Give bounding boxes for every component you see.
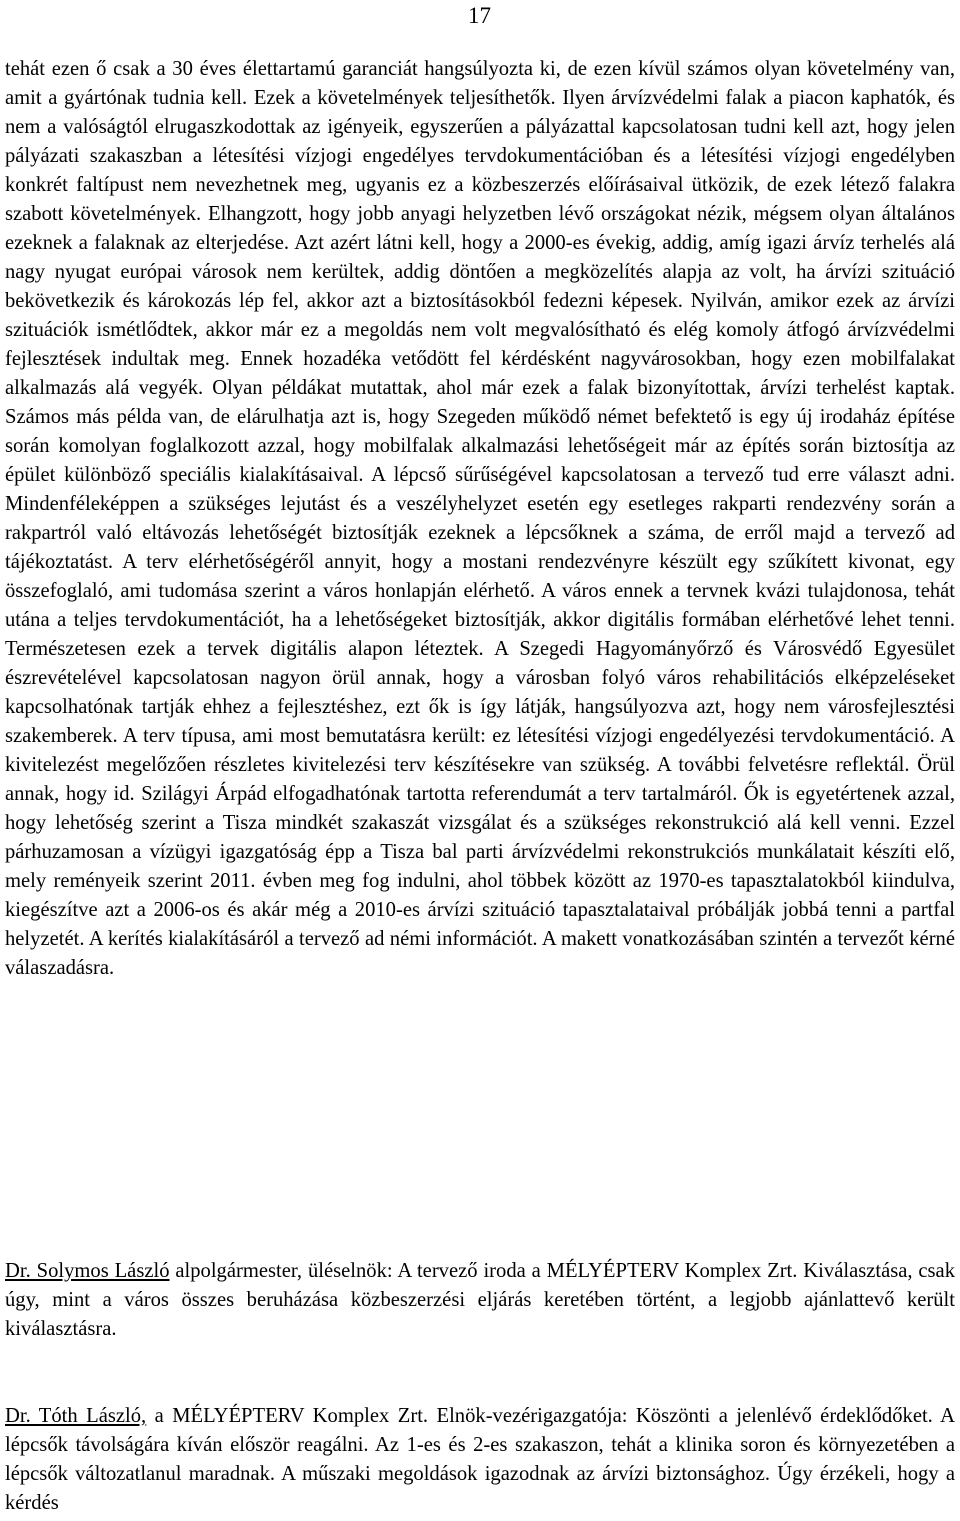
- page-number: 17: [468, 3, 491, 28]
- speech-paragraph: [5, 1257, 955, 1344]
- speech-text: a MÉLYÉPTERV Komplex Zrt. Elnök-vezérigazgatója: Köszönti a jelenlévő érdeklődőket. A lépcsők távolságára kíván először reagálni. Az 1-es és 2-es szakaszon, tehát a klinika soron és környezetében a lépcsők változatlanul maradnak. A műszaki megoldások igazodnak az árvízi biztonsághoz. Úgy érzékeli, hogy a kérdés: [5, 1405, 956, 1514]
- speech-text: alpolgármester, üléselnök: A tervező iroda a MÉLYÉPTERV Komplex Zrt. Kiválasztása, csak úgy, mint a város összes beruházása közbeszerzési eljárás keretében történt, a legjobb ajánlattevő került kiválasztásra.: [5, 1260, 955, 1340]
- speaker-name: Dr. Tóth László,: [5, 1405, 147, 1427]
- speaker-name: Dr. Solymos László: [5, 1260, 170, 1282]
- main-paragraph: tehát ezen ő csak a 30 éves élettartamú garanciát hangsúlyozta ki, de ezen kívül számos olyan követelmény van, amit a gyártónak tudnia kell. Ezek a követelmények teljesíthetők. Ilyen árvízvédelmi falak a piacon kaphatók, és nem a valóságtól elrugaszkodottak az igényeik, egyszerűen a pályázattal kapcsolatosan tudni kell azt, hogy jelen pályázati szakaszban a létesítési vízjogi engedélyes tervdokumentációban és a létesítési vízjogi engedélyben konkrét faltípust nem nevezhetnek meg, ugyanis ez a közbeszerzés előírásaival ütközik, de ezek létező falakra szabott követelmények. Elhangzott, hogy jobb anyagi helyzetben lévő országokat nézik, mégsem olyan általános ezeknek a falaknak az elterjedése. Azt azért látni kell, hogy a 2000-es évekig, addig, amíg igazi árvíz terhelés alá nagy nyugat európai városok nem kerültek, addig döntően a megközelítés alapja az volt, ha árvízi szituáció bekövetkezik és károkozás lép fel, akkor azt a biztosításokból fedezni képesek. Nyilván, amikor ezek az árvízi szituációk ismétlődtek, akkor már ez a megoldás nem volt megvalósítható és elég komoly átfogó árvízvédelmi fejlesztések indultak meg. Ennek hozadéka vetődött fel kérdésként nagyvárosokban, hogy ezen mobilfalakat alkalmazás alá vegyék. Olyan példákat mutattak, ahol már ezek a falak bizonyítottak, árvízi terhelést kaptak. Számos más példa van, de elárulhatja azt is, hogy Szegeden működő német befektető is egy új irodaház építése során komolyan foglalkozott azzal, hogy mobilfalak alkalmazási lehetőségeit már az építés során biztosítja az épület különböző speciális kialakításaival. A lépcső sűrűségével kapcsolatosan a tervező tud erre választ adni. Mindenféleképpen a szükséges lejutást és a veszélyhelyzet esetén egy esetleges rakparti rendezvény során a rakpartról való eltávozás lehetőségét biztosítják ezeknek a lépcsőknek a száma, de erről majd a tervező ad tájékoztatást. A terv elérhetőségéről annyit, hogy a mostani rendezvényre készült egy szűkített kivonat, egy összefoglaló, ami tudomása szerint a város honlapján elérhető. A város ennek a tervnek kvázi tulajdonosa, tehát utána a teljes tervdokumentációt, ha a lehetőségeket biztosítják, akkor digitális formában elérhetővé lehet tenni. Természetesen ezek a tervek digitális alapon léteztek. A Szegedi Hagyományőrző és Városvédő Egyesület észrevételével kapcsolatosan nagyon örül annak, hogy a városban folyó város rehabilitációs elképzeléseket kapcsolhatónak tartják ehhez a fejlesztéshez, ezt ők is így látják, hangsúlyozva azt, hogy nem városfejlesztési szakemberek. A terv típusa, ami most bemutatásra került: ez létesítési vízjogi engedélyezési tervdokumentáció. A kivitelezést megelőzően részletes kivitelezési terv készítésekre van szükség. A további felvetésre reflektál. Örül annak, hogy id. Szilágyi Árpád elfogadhatónak tartotta referendumát a terv tartalmáról. Ők is egyetértenek azzal, hogy lehetőség szerint a Tisza mindkét szakaszát vizsgálat és a szükséges rekonstrukció alá kell venni. Ezzel párhuzamosan a vízügyi igazgatóság épp a Tisza bal parti árvízvédelmi rekonstrukciós munkálatait készíti elő, mely reményeik szerint 2011. évben meg fog indulni, ahol többek között az 1970-es tapasztalatokból kiindulva, kiegészítve azt a 2006-os és akár még a 2010-es árvízi szituáció tapasztalataival próbálják jobbá tenni a partfal helyzetét. A kerítés kialakításáról a tervező ad némi információt. A makett vonatkozásában szintén a tervezőt kérné válaszadásra.: [5, 58, 955, 979]
- speech-paragraph: [5, 1402, 955, 1518]
